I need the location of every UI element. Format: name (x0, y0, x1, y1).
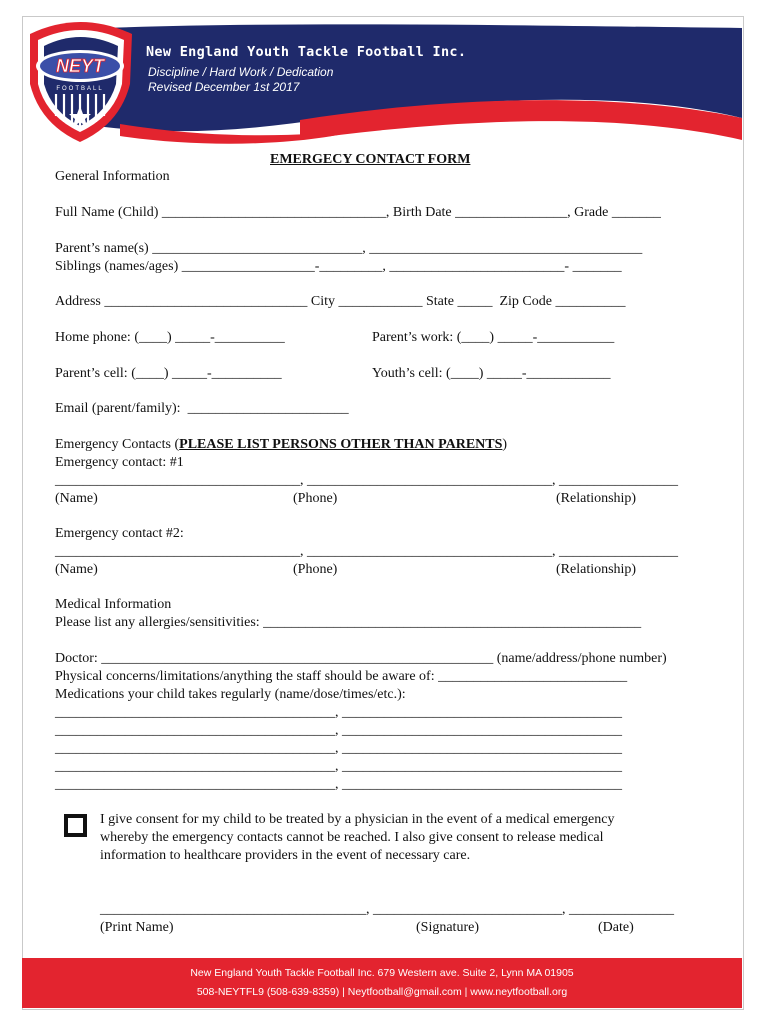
emergency-contacts-heading (55, 437, 507, 453)
neyt-logo (20, 14, 140, 144)
physical-concerns-field[interactable]: Physical concerns/limitations/anything the staff should be aware of: ___________________________ (55, 669, 628, 684)
logo-subtext: FOOTBALL (56, 86, 104, 92)
footer-contact: 508-NEYTFL9 (508-639-8359) | Neytfootball@gmail.com | www.neytfootball.org (196, 986, 568, 998)
ec2-phone-label: (Phone) (293, 562, 338, 577)
ec2-name-label: (Name) (55, 562, 98, 577)
revised-date: Revised December 1st 2017 (148, 80, 300, 94)
logo-text: NEYT (55, 56, 105, 76)
parents-name-field[interactable]: Parent’s name(s) ______________________________, _______________________________________ (55, 241, 643, 256)
medication-line-1[interactable]: ________________________________________, ________________________________________ (55, 705, 622, 720)
ec2-title: Emergency contact #2: (55, 526, 184, 541)
parents-work-field[interactable]: Parent’s work: (____) _____-___________ (372, 330, 615, 345)
ec1-relationship-label: (Relationship) (556, 491, 637, 506)
section-medical-info: Medical Information (55, 597, 172, 612)
print-name-label: (Print Name) (100, 920, 174, 935)
medication-line-5[interactable]: ________________________________________, ________________________________________ (55, 777, 622, 792)
org-name: New England Youth Tackle Football Inc. (146, 44, 467, 60)
ec2-relationship-label: (Relationship) (556, 562, 637, 577)
emergency-suffix: ) (502, 437, 508, 452)
form-title: EMERGECY CONTACT FORM (270, 152, 471, 167)
ec2-line[interactable]: ___________________________________, ___________________________________, _________________ (55, 544, 678, 559)
address-field[interactable]: Address _____________________________ City ____________ State _____ Zip Code __________ (55, 294, 626, 309)
footer-address: New England Youth Tackle Football Inc. 679 Western ave. Suite 2, Lynn MA 01905 (190, 967, 574, 979)
emergency-prefix: Emergency Contacts ( (55, 437, 180, 452)
home-phone-field[interactable]: Home phone: (____) _____-__________ (55, 330, 285, 345)
section-general-info: General Information (55, 169, 170, 184)
consent-text-2: whereby the emergency contacts cannot be reached. I also give consent to release medical (100, 830, 604, 845)
signature-line[interactable]: ______________________________________, ___________________________, _______________ (100, 902, 674, 917)
consent-text-1: I give consent for my child to be treated by a physician in the event of a medical emergency (100, 812, 615, 827)
emergency-note: PLEASE LIST PERSONS OTHER THAN PARENTS (179, 437, 503, 452)
medication-line-3[interactable]: ________________________________________, ________________________________________ (55, 741, 622, 756)
youths-cell-field[interactable]: Youth’s cell: (____) _____-____________ (372, 366, 611, 381)
header-banner (0, 0, 770, 150)
ec1-phone-label: (Phone) (293, 491, 338, 506)
ec1-title: Emergency contact: #1 (55, 455, 184, 470)
footer-bar (22, 958, 742, 1008)
siblings-field[interactable]: Siblings (names/ages) ___________________-_________, _________________________- _______ (55, 259, 622, 274)
parents-cell-field[interactable]: Parent’s cell: (____) _____-__________ (55, 366, 282, 381)
medications-label: Medications your child takes regularly (name/dose/times/etc.): (55, 687, 406, 702)
date-label: (Date) (598, 920, 634, 935)
medication-line-2[interactable]: ________________________________________, ________________________________________ (55, 723, 622, 738)
allergies-field[interactable]: Please list any allergies/sensitivities: ______________________________________________________ (55, 615, 642, 630)
doctor-field[interactable]: Doctor: ________________________________________________________ (name/address/phone number) (55, 651, 667, 666)
ec1-line[interactable]: ___________________________________, ___________________________________, _________________ (55, 473, 678, 488)
medication-line-4[interactable]: ________________________________________, ________________________________________ (55, 759, 622, 774)
tagline: Discipline / Hard Work / Dedication (148, 65, 334, 79)
ec1-name-label: (Name) (55, 491, 98, 506)
signature-label: (Signature) (416, 920, 479, 935)
full-name-field[interactable]: Full Name (Child) ________________________________, Birth Date ________________, Grade _______ (55, 205, 661, 220)
consent-checkbox[interactable] (64, 814, 87, 837)
consent-text-3: information to healthcare providers in the event of necessary care. (100, 848, 471, 863)
email-field[interactable]: Email (parent/family): _______________________ (55, 401, 349, 416)
